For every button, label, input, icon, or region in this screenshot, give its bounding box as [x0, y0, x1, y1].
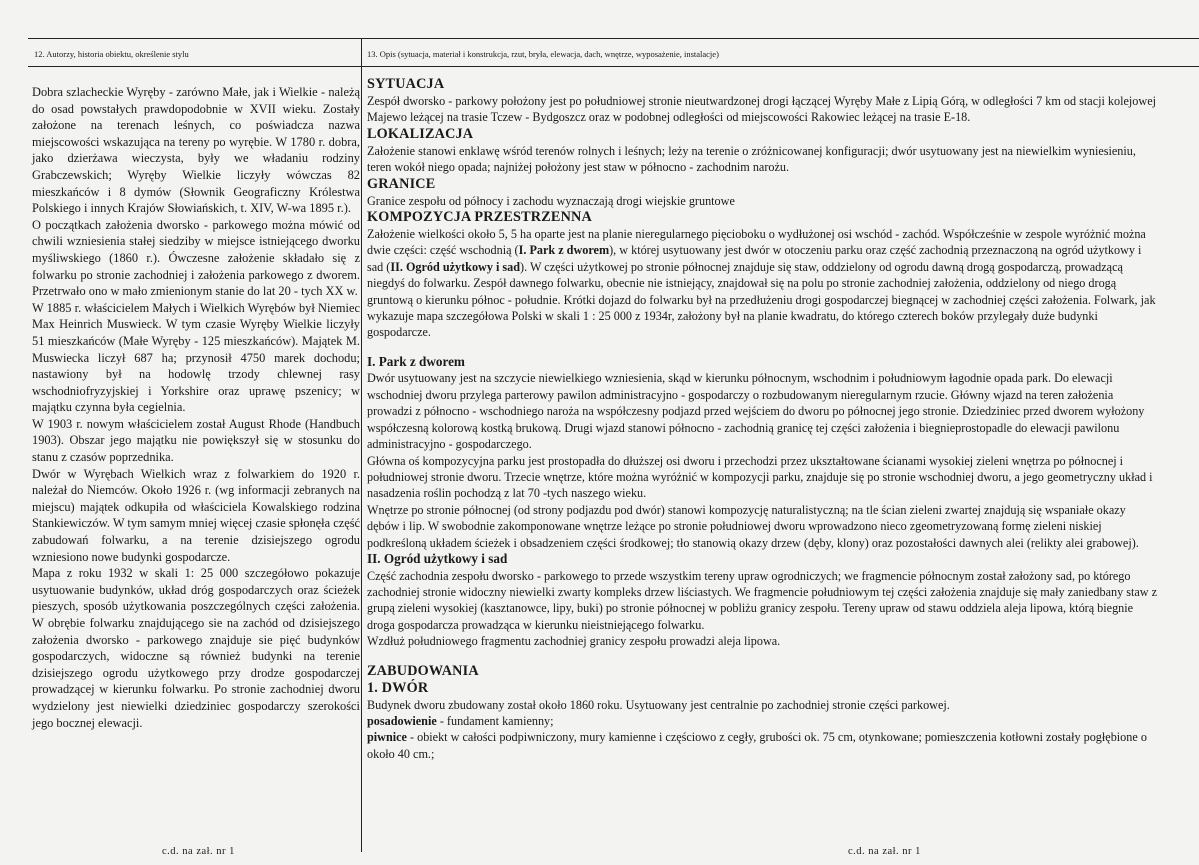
history-paragraph: W 1885 r. właścicielem Małych i Wielkich Wyrębów był Niemiec Max Heinrich Muswieck. W tym czasie Wyręby Wielkie liczyły 51 mieszkańców (Małe Wyręby - 125 mieszkańców). Majątek M. Muswiecka liczył 687 ha; przynosił 4750 marek dochodu; nastawiony był na hodowlę trzody chlewnej rasy wschodniofryzyjskiej i Yorkshire oraz uprawę pszenicy; w majątku czynna była cegielnia. — [32, 300, 360, 415]
history-paragraph: Dobra szlacheckie Wyręby - zarówno Małe, jak i Wielkie - należą do osad powstałych prawdopodobnie w XVII wieku. Zostały założone na terenach leśnych, co poświadcza nazwa miejscowości wskazująca na tereny po wyrębie. W 1780 r. dobra, jako dzierżawa wieczysta, były we władaniu rodziny Grabczewskich; Wyręby Wielkie liczyły wówczas 82 mieszkańców i 8 dymów (Słownik Geograficzny Królestwa Polskiego i innych Krajów Słowiańskich, t. XIV, W-wa 1895 r.). — [32, 85, 360, 216]
posadowienie-label: posadowienie — [367, 713, 437, 728]
top-rule — [28, 38, 1199, 39]
ogrod-paragraph: Część zachodnia zespołu dworsko - parkowego to przede wszystkim tereny upraw ogrodniczych; we fragmencie północnym został założony sad, po którego zachodniej stronie widoczny niewielki zwarty kompleks drzew liściastych. We fragmencie południowym tej części założenia znajduje się mały zaniedbany staw z grupą zieleni wysokiej (kasztanowce, lipy, buki) po stronie północnej w pobliżu granicy zespołu. Tereny upraw od stawu oddziela aleja lipowa, którą biegnie droga gospodarcza prowadząca w kierunku nieistniejącego folwarku. — [367, 568, 1158, 632]
piwnice-label: piwnice — [367, 730, 407, 745]
park-paragraph: Wnętrze po stronie północnej (od strony podjazdu pod dwór) stanowi kompozycję naturalistyczną; na tle ścian zieleni zwartej znajdują się wspaniałe okazy dębów i lip. W swobodnie zakomponowane wnętrze leżące po stronie południowej dworu wprowadzono nieco zgeometryzowaną formę zieleni niskiej podkreśloną układem ścieżek i obsadzeniem części środkowej; tło stanowią okazy drzew (dęby, klony) oraz pozostałości dawnych alei (relikty alei grabowej). — [367, 502, 1139, 550]
section-heading-granice: GRANICE — [367, 175, 436, 192]
history-paragraph: O początkach założenia dworsko - parkowego można mówić od chwili wzniesienia stałej siedziby w miejsce istniejącego dworku myśliwskiego (1860 r.). Ówczesne założenie składało się z folwarku po stronie zachodniej i założenia parkowego z dworem. Przetrwało ono w mało zmienionym stanie do lat 20 - tych XX w. — [32, 217, 360, 299]
kompozycja-bold-ogrod: II. Ogród użytkowy i sad — [390, 259, 521, 274]
piwnice-text — [367, 729, 1159, 762]
ogrod-paragraph: Wzdłuż południowego fragmentu zachodniej granicy zespołu prowadzi aleja lipowa. — [367, 634, 781, 649]
history-paragraph: W 1903 r. nowym właścicielem został August Rhode (Handbuch 1903). Obszar jego majątku nie powiększył się w stosunku do stanu z czasów poprzednika. — [32, 416, 360, 465]
right-column-header: 13. Opis (sytuacja, materiał i konstrukcja, rzut, bryła, elewacja, dach, wnętrze, wyposażenie, instalacje) — [367, 49, 719, 59]
dwor-text: Budynek dworu zbudowany został około 1860 roku. Usytuowany jest centralnie po zachodniej stronie części parkowej. — [367, 697, 950, 712]
kompozycja-text — [367, 226, 1159, 341]
header-rule — [28, 66, 1199, 67]
history-column — [32, 84, 360, 731]
posadowienie-text — [367, 713, 1159, 729]
park-paragraph: Dwór usytuowany jest na szczycie niewielkiego wzniesienia, skąd w kierunku północnym, wschodnim i południowym łagodnie opada park. Do elewacji wschodniej dworu przylega parterowy pawilon administracyjno - gospodarczy o rozbudowanym nieregularnym rzucie. Główny wjazd na teren założenia prowadzi z północno - wschodniego naroża na współczesny podjazd przed wejściem do dworu po północnej jego stronie. Dziedziniec przed dworem wyłożony współczesną kolorową kostką brukową. Drugi wjazd stanowi północno - zachodnią granicę tej części założenia i biegnieprostopadle do elewacji pawilonu administracyjno - gospodarczego. — [367, 371, 1145, 452]
section-heading-zabudowania: ZABUDOWANIA — [367, 662, 479, 679]
right-continuation-note: c.d. na zał. nr 1 — [848, 846, 921, 857]
history-paragraph: Mapa z roku 1932 w skali 1: 25 000 szczegółowo pokazuje usytuowanie budynków, układ dróg gospodarczych oraz ścieżek pieszych, sposób użytkowania poszczególnych części założenia. W obrębie folwarku znajdującego sie na zachód od dzisiejszego założenia dworsko - parkowego znajduje sie pięć budynków gospodarczych, widoczne są również budynki na terenie dzisiejszego ogrodu użytkowego przy drodze gospodarczej prowadzącej w kierunku folwarku. Po stronie zachodniej dworu wydzielony jest niewielki dziedziniec gospodarczy szerokości jego bocznej elewacji. — [32, 566, 360, 730]
park-paragraph: Główna oś kompozycyjna parku jest prostopadła do dłuższej osi dworu i przechodzi przez ukształtowane ścianami wysokiej zieleni wnętrza po północnej i południowej stronie dworu. Trzecie wnętrze, które można wyróżnić w kompozycji parku, znajduje się po stronie wschodniej dworu, a jego geometryczny układ i nasadzenia roślin pochodzą z lat 70 -tych naszego wieku. — [367, 453, 1153, 501]
granice-text: Granice zespołu od północy i zachodu wyznaczają drogi wiejskie gruntowe — [367, 193, 735, 208]
kompozycja-bold-park: I. Park z dworem — [518, 243, 610, 258]
description-column — [367, 76, 1159, 762]
subsection-heading-dwor: 1. DWÓR — [367, 679, 429, 696]
kompozycja-text-part: Założenie wielkości około 5, 5 ha oparte jest na planie nieregularnego pięcioboku o wydłużonej osi wschód - zachód. Współcześnie w zespole wyróżnić można dwie części: część wschodnią ( — [367, 227, 1146, 258]
subsection-heading-park: I. Park z dworem — [367, 353, 465, 369]
section-heading-sytuacja: SYTUACJA — [367, 76, 445, 92]
section-heading-kompozycja: KOMPOZYCJA PRZESTRZENNA — [367, 209, 592, 226]
left-column-header: 12. Autorzy, historia obiektu, określenie stylu — [34, 49, 189, 59]
section-heading-lokalizacja: LOKALIZACJA — [367, 125, 474, 142]
posadowienie-value: - fundament kamienny; — [436, 713, 554, 728]
history-paragraph: Dwór w Wyrębach Wielkich wraz z folwarkiem do 1920 r. należał do Niemców. Około 1926 r. (wg informacji zebranych na miejscu) majątek odkupiła od właściciela Kowalskiego rodzina Stankiewiczów. W tym samym mniej więcej czasie spłonęła część zabudowań folwarku, a na terenie dzisiejszego ogrodu wzniesiono nowe budynki gospodarcze. — [32, 466, 361, 564]
kompozycja-text-part: ). W części użytkowej po stronie północnej znajduje się staw, oddzielony od ogrodu dawną drogą gospodarczą, prowadzącą niegdyś do folwarku. Zespół dawnego folwarku, obecnie nie istniejący, znajdował się na polu po stronie zachodniej założenia, oddzielony od niego drogą gruntową o kierunku północ - południe. Krótki dojazd do folwarku był na przedłużeniu drogi gospodarczej biegnącej w zachodniej części założenia. Folwark, jak wykazuje mapa szczegółowa Polski w skali 1 : 25 000 z 1934r, założony był na planie kwadratu, do którego czterech boków przylegały duże budynki gospodarcze. — [367, 259, 1156, 340]
kompozycja-text-part: ), w której usytuowany jest dwór w otoczeniu parku oraz część zachodnią przeznaczoną na ogród użytkowy i sad ( — [367, 243, 1142, 274]
column-divider — [361, 38, 362, 852]
subsection-heading-ogrod: II. Ogród użytkowy i sad — [367, 550, 508, 566]
left-continuation-note: c.d. na zał. nr 1 — [162, 846, 235, 857]
lokalizacja-text: Założenie stanowi enklawę wśród terenów rolnych i leśnych; leży na terenie o zróżnicowanej konfiguracji; dwór usytuowany jest na niewielkim wyniesieniu, teren wokół niego opada; najniżej położony jest staw w północno - zachodnim narożu. — [367, 143, 1136, 175]
piwnice-value: - obiekt w całości podpiwniczony, mury kamienne i częściowo z cegły, grubości ok. 75 cm, otynkowane; pomieszczenia kotłowni zostały pogłębione o około 40 cm.; — [367, 730, 1147, 761]
sytuacja-text: Zespół dworsko - parkowy położony jest po południowej stronie nieutwardzonej drogi łączącej Wyręby Małe z Lipią Górą, w odległości 7 km od stacji kolejowej Majewo leżącej na trasie Tczew - Bydgoszcz oraz w podobnej odległości od miejscowości Rakowiec leżącej na trasie E-18. — [367, 94, 1156, 125]
